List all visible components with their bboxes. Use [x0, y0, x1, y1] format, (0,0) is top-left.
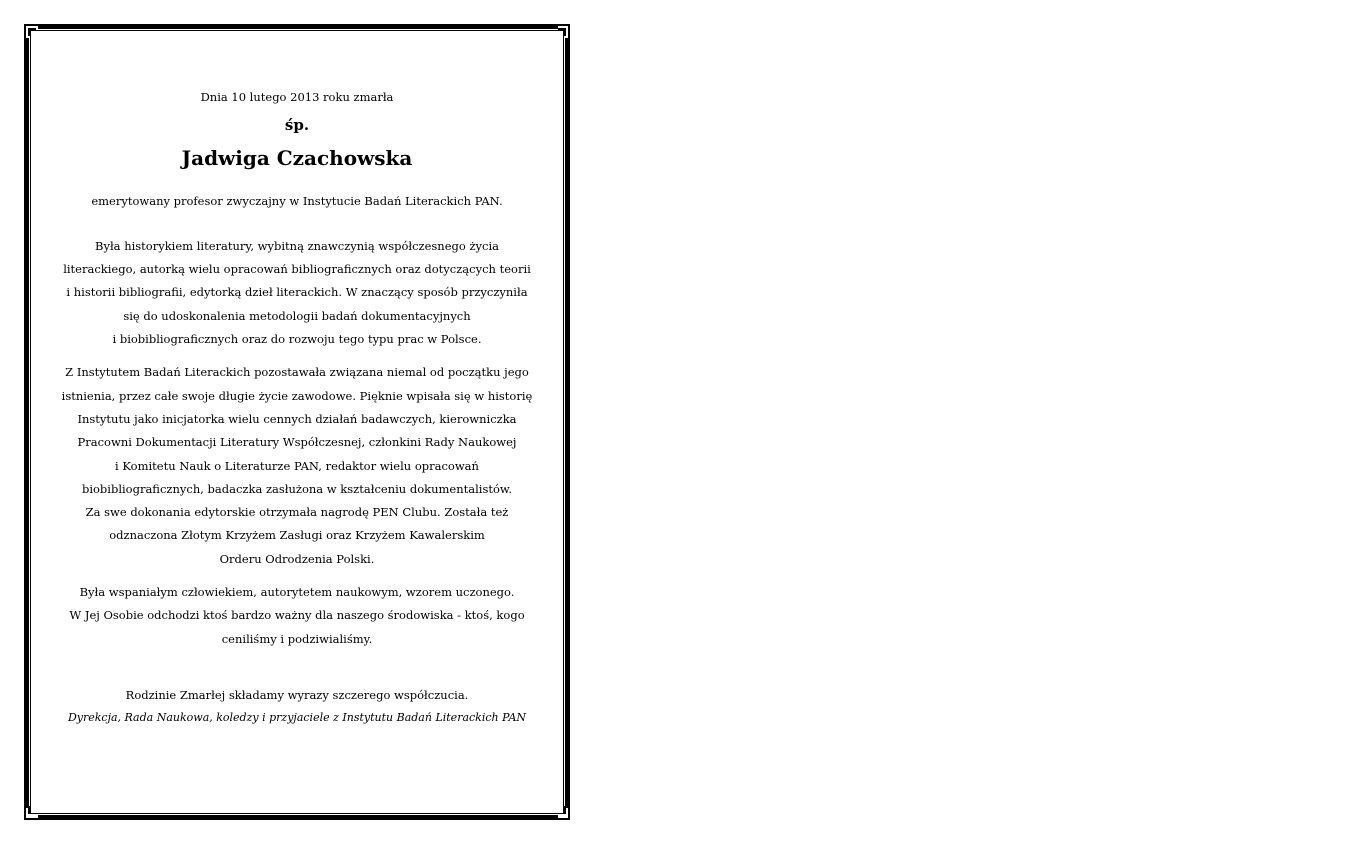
signature-line: Dyrekcja, Rada Naukowa, koledzy i przyjaciele z Instytutu Badań Literackich PAN [67, 711, 527, 724]
paragraph2-line: odznaczona Złotym Krzyżem Zasługi oraz Krzyżem Kawalerskim [109, 528, 485, 542]
intro-line: Dnia 10 lutego 2013 roku zmarła [200, 90, 394, 104]
border-bar-top [38, 24, 558, 29]
paragraph2-line: Orderu Odrodzenia Polski. [219, 552, 375, 566]
paragraph1-line: i historii bibliografii, edytorką dzieł literackich. W znaczący sposób przyczyniła [66, 285, 528, 299]
condolences-line: Rodzinie Zmarłej składamy wyrazy szczerego współczucia. [125, 688, 469, 702]
paragraph2-line: Instytutu jako inicjatorka wielu cennych działań badawczych, kierowniczka [77, 412, 517, 426]
paragraph1-line: Była historykiem literatury, wybitną znawczynią współczesnego życia [95, 239, 499, 253]
paragraph1-line: literackiego, autorką wielu opracowań bibliograficznych oraz dotyczących teorii [63, 262, 531, 276]
border-bar-right [565, 38, 570, 808]
paragraph2-line: i Komitetu Nauk o Literaturze PAN, redaktor wielu opracowań [115, 459, 479, 473]
paragraph1-line: się do udoskonalenia metodologii badań dokumentacyjnych [123, 309, 471, 323]
paragraph2-line: istnienia, przez całe swoje długie życie zawodowe. Pięknie wpisała się w historię [61, 389, 533, 403]
paragraph2-line: Pracowni Dokumentacji Literatury Współczesnej, członkini Rady Naukowej [77, 435, 517, 449]
sp-label: śp. [284, 116, 310, 134]
paragraph2-line: biobibliograficznych, badaczka zasłużona w kształceniu dokumentalistów. [81, 482, 513, 496]
deceased-title: emerytowany profesor zwyczajny w Instytucie Badań Literackich PAN. [91, 194, 503, 208]
paragraph2-line: Z Instytutem Badań Literackich pozostawała związana niemal od początku jego [65, 365, 529, 379]
paragraph1-line: i biobibliograficznych oraz do rozwoju tego typu prac w Polsce. [112, 332, 482, 346]
paragraph3-line: ceniliśmy i podziwialiśmy. [221, 632, 373, 646]
deceased-name: Jadwiga Czachowska [181, 146, 413, 170]
paragraph3-line: Była wspaniałym człowiekiem, autorytetem naukowym, wzorem uczonego. [79, 585, 515, 599]
paragraph3-line: W Jej Osobie odchodzi ktoś bardzo ważny dla naszego środowiska - ktoś, kogo [69, 608, 525, 622]
paragraph2-line: Za swe dokonania edytorskie otrzymała nagrodę PEN Clubu. Została też [85, 505, 509, 519]
border-bar-left [24, 38, 29, 808]
border-bar-bottom [38, 815, 558, 820]
